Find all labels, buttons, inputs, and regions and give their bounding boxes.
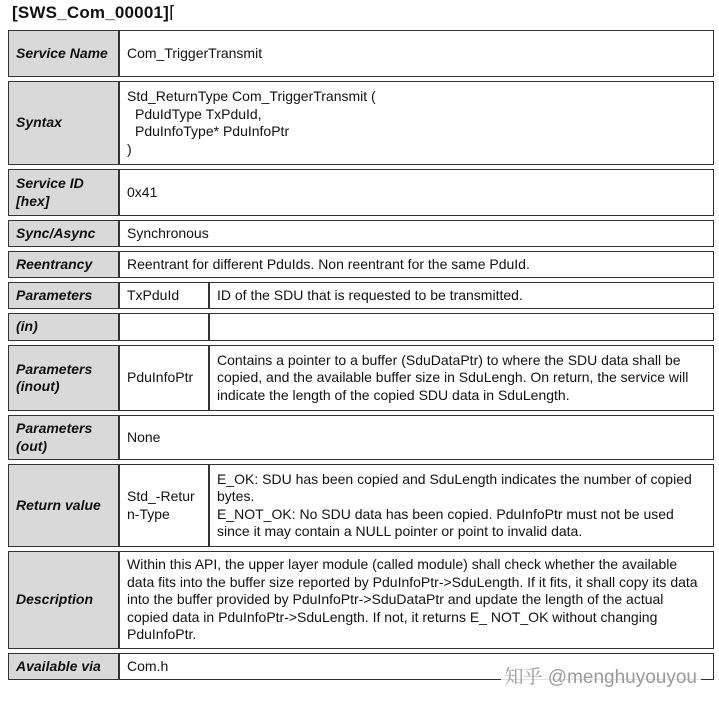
syntax-line: Std_ReturnType Com_TriggerTransmit ( bbox=[127, 88, 376, 104]
empty-cell bbox=[209, 313, 714, 341]
row-reentrancy bbox=[8, 251, 714, 278]
row-syntax bbox=[8, 81, 714, 165]
row-parameters-inout bbox=[8, 345, 714, 411]
return-type: Std_-Return-Type bbox=[119, 464, 209, 547]
row-service-id bbox=[8, 169, 714, 216]
value-sync-async: Synchronous bbox=[119, 220, 714, 247]
syntax-line: PduIdType TxPduId, bbox=[135, 105, 262, 122]
return-not-ok: E_NOT_OK: No SDU data has been copied. PduInfoPtr must not be used since it may contain a NULL pointer or point to invalid data. bbox=[217, 505, 674, 539]
label-service-name: Service Name bbox=[8, 30, 119, 77]
value-service-name: Com_TriggerTransmit bbox=[119, 30, 714, 77]
value-description: Within this API, the upper layer module (called module) shall check whether the available data fits into the buffer size reported by PduInfoPtr->SduLength. If it fits, it shall copy its data into the buffer provided by PduInfoPtr->SduDataPtr and update the length of the actual copied data in PduInfoPtr->SduLength. If not, it returns E_ NOT_OK without changing PduInfoPtr. bbox=[119, 551, 714, 649]
label-return-value: Return value bbox=[8, 464, 119, 547]
label-parameters-inout: Parameters (inout) bbox=[8, 345, 119, 411]
row-parameters-in bbox=[8, 282, 714, 309]
value-reentrancy: Reentrant for different PduIds. Non reentrant for the same PduId. bbox=[119, 251, 714, 278]
param-desc-pduinfoptr: Contains a pointer to a buffer (SduDataPtr) to where the SDU data shall be copied, and the available buffer size in SduLengh. On return, the service will indicate the length of the copied SDU data in SduLength. bbox=[209, 345, 714, 411]
row-parameters-in-cont bbox=[8, 313, 714, 341]
row-sync-async bbox=[8, 220, 714, 247]
param-name-pduinfoptr: PduInfoPtr bbox=[119, 345, 209, 411]
value-parameters-out: None bbox=[119, 415, 714, 460]
empty-cell bbox=[119, 313, 209, 341]
row-parameters-out bbox=[8, 415, 714, 460]
row-service-name bbox=[8, 30, 714, 77]
value-available-via: Com.h bbox=[119, 653, 714, 680]
syntax-line: PduInfoType* PduInfoPtr bbox=[135, 123, 290, 139]
param-desc-txpduid: ID of the SDU that is requested to be transmitted. bbox=[209, 282, 714, 309]
param-name-txpduid: TxPduId bbox=[119, 282, 209, 309]
label-parameters-in: Parameters bbox=[8, 282, 119, 309]
label-reentrancy: Reentrancy bbox=[8, 251, 119, 278]
value-syntax bbox=[119, 81, 714, 165]
watermark: 知乎 @menghuyouyou bbox=[501, 662, 702, 689]
label-syntax: Syntax bbox=[8, 81, 119, 165]
label-parameters-in-suffix: (in) bbox=[8, 313, 119, 341]
value-service-id: 0x41 bbox=[119, 169, 714, 216]
label-service-id: Service ID [hex] bbox=[8, 169, 119, 216]
row-return-value bbox=[8, 464, 714, 547]
row-description bbox=[8, 551, 714, 649]
label-available-via: Available via bbox=[8, 653, 119, 680]
api-spec-table bbox=[8, 26, 714, 684]
return-desc bbox=[209, 464, 714, 547]
requirement-id: [SWS_Com_00001]⌈ bbox=[12, 3, 176, 22]
return-ok: E_OK: SDU has been copied and SduLength indicates the number of copied bytes. bbox=[217, 470, 692, 504]
label-parameters-out: Parameters (out) bbox=[8, 415, 119, 460]
label-sync-async: Sync/Async bbox=[8, 220, 119, 247]
syntax-line: ) bbox=[127, 140, 132, 157]
label-description: Description bbox=[8, 551, 119, 649]
